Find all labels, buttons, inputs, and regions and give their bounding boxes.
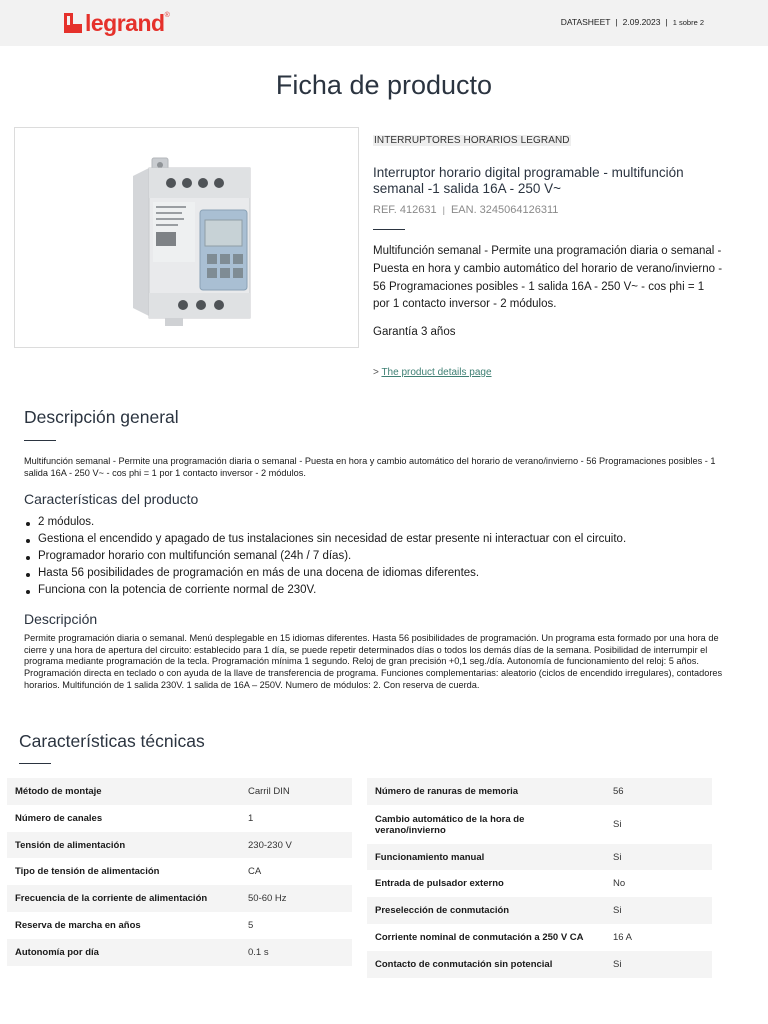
divider	[19, 763, 51, 764]
divider	[373, 229, 405, 230]
general-description-text: Multifunción semanal - Permite una programación diaria o semanal - Puesta en hora y cambio automático del horario de verano/invierno - 56 Programaciones posibles - 1 salida 16A - 250 V~ - cos phi = 1 por 1 contacto inversor - 2 módulos.	[24, 456, 716, 478]
list-item: Funciona con la potencia de corriente normal de 230V.	[24, 582, 626, 599]
table-row	[367, 844, 712, 870]
spec-key: Método de montaje	[7, 778, 240, 805]
table-row	[367, 870, 712, 897]
spec-key: Funcionamiento manual	[367, 844, 605, 870]
spec-key: Número de canales	[7, 805, 240, 832]
meta-separator: |	[665, 17, 668, 27]
features-heading: Características del producto	[24, 491, 199, 507]
spec-value: 56	[605, 778, 712, 805]
description-text: Permite programación diaria o semanal. Menú desplegable en 15 idiomas diferentes. Hasta 56 posibilidades de programación. Un programa esta formado por una hora de cierre y una hora de apertura del circuito: establecido para 1 día, se puede repetir determinados días o todos los demás días de la semana. Posibilidad de interrumpir el programa mediante programación de la tecla. Programación mínima 1 segundo. Reloj de gran precisión +0,1 seg./día. Autonomía de funcionamiento del reloj: 5 años. Programación directa en teclado o con ayuda de la llave de transferencia de programa. Funciones complementarias: aleatorio (ciclos de encendido irregulares), contadores horarios. Multifunción de 1 salida 230V. 1 salida de 16A – 250V. Numero de módulos: 2. Con reserva de cuerda.	[24, 633, 723, 690]
meta-separator: |	[615, 17, 618, 27]
spec-key: Preselección de conmutación	[367, 897, 605, 924]
document-meta	[561, 17, 704, 27]
list-item: Programador horario con multifunción semanal (24h / 7 días).	[24, 548, 626, 565]
timer-device-illustration	[15, 128, 360, 349]
spec-value: Si	[605, 844, 712, 870]
ref-separator: |	[442, 205, 445, 215]
spec-key: Contacto de conmutación sin potencial	[367, 951, 605, 978]
table-row	[367, 897, 712, 924]
spec-key: Tensión de alimentación	[7, 832, 240, 858]
spec-value: 5	[240, 912, 352, 939]
features-list	[24, 514, 626, 599]
table-row	[7, 805, 352, 832]
product-info	[373, 130, 723, 338]
spec-key: Frecuencia de la corriente de alimentación	[7, 885, 240, 912]
doc-type: DATASHEET	[560, 17, 611, 27]
page-count: 1 sobre 2	[672, 17, 704, 27]
list-item: Hasta 56 posibilidades de programación en más de una docena de idiomas diferentes.	[24, 565, 626, 582]
link-chevron-icon: >	[373, 367, 379, 378]
divider	[24, 440, 56, 441]
spec-value: Si	[605, 951, 712, 978]
spec-value: 16 A	[605, 924, 712, 951]
details-link-line	[373, 367, 492, 378]
specs-table-left	[7, 778, 352, 966]
product-image	[14, 127, 359, 348]
spec-key: Autonomía por día	[7, 939, 240, 966]
product-name: Interruptor horario digital programable - multifunción semanal -1 salida 16A - 250 V~	[373, 165, 684, 196]
doc-date: 2.09.2023	[622, 17, 661, 27]
table-row	[367, 951, 712, 978]
product-warranty: Garantía 3 años	[373, 326, 456, 339]
spec-value: No	[605, 870, 712, 897]
spec-value: 230-230 V	[240, 832, 352, 858]
spec-value: Si	[605, 805, 712, 844]
legrand-logo-icon	[64, 13, 82, 33]
brand-name: legrand	[85, 9, 165, 36]
legrand-logo[interactable]	[64, 10, 170, 36]
product-details-link[interactable]: The product details page	[381, 367, 492, 378]
page-title: Ficha de producto	[275, 70, 493, 100]
spec-key: Cambio automático de la hora de verano/invierno	[367, 805, 605, 844]
table-row	[367, 805, 712, 844]
specs-table-right	[367, 778, 712, 978]
spec-value: 1	[240, 805, 352, 832]
spec-key: Entrada de pulsador externo	[367, 870, 605, 897]
table-row	[7, 885, 352, 912]
spec-value: CA	[240, 858, 352, 885]
table-row	[7, 939, 352, 966]
spec-value: Carril DIN	[240, 778, 352, 805]
registered-icon: ®	[164, 12, 170, 19]
table-row	[7, 912, 352, 939]
product-ref: REF. 412631	[373, 204, 437, 216]
table-row	[367, 778, 712, 805]
header-bar	[0, 0, 768, 46]
description-heading: Descripción	[24, 611, 98, 627]
general-description-heading: Descripción general	[24, 407, 179, 427]
list-item: 2 módulos.	[24, 514, 626, 531]
spec-key: Número de ranuras de memoria	[367, 778, 605, 805]
table-row	[7, 858, 352, 885]
product-references	[373, 204, 723, 216]
product-ean: EAN. 3245064126311	[450, 204, 559, 216]
table-row	[7, 778, 352, 805]
spec-value: 0.1 s	[240, 939, 352, 966]
spec-value: 50-60 Hz	[240, 885, 352, 912]
product-description: Multifunción semanal - Permite una programación diaria o semanal - Puesta en hora y cambio automático del horario de verano/invierno - 56 Programaciones posibles - 1 salida 16A - 250 V~ - cos phi = 1 por 1 contacto inversor - 2 módulos.	[373, 245, 723, 311]
product-category[interactable]: INTERRUPTORES HORARIOS LEGRAND	[374, 135, 570, 146]
spec-key: Corriente nominal de conmutación a 250 V CA	[367, 924, 605, 951]
tech-heading: Características técnicas	[19, 731, 205, 751]
spec-key: Reserva de marcha en años	[7, 912, 240, 939]
table-row	[7, 832, 352, 858]
spec-key: Tipo de tensión de alimentación	[7, 858, 240, 885]
table-row	[367, 924, 712, 951]
list-item: Gestiona el encendido y apagado de tus instalaciones sin necesidad de estar presente ni interactuar con el circuito.	[24, 531, 626, 548]
spec-value: Si	[605, 897, 712, 924]
